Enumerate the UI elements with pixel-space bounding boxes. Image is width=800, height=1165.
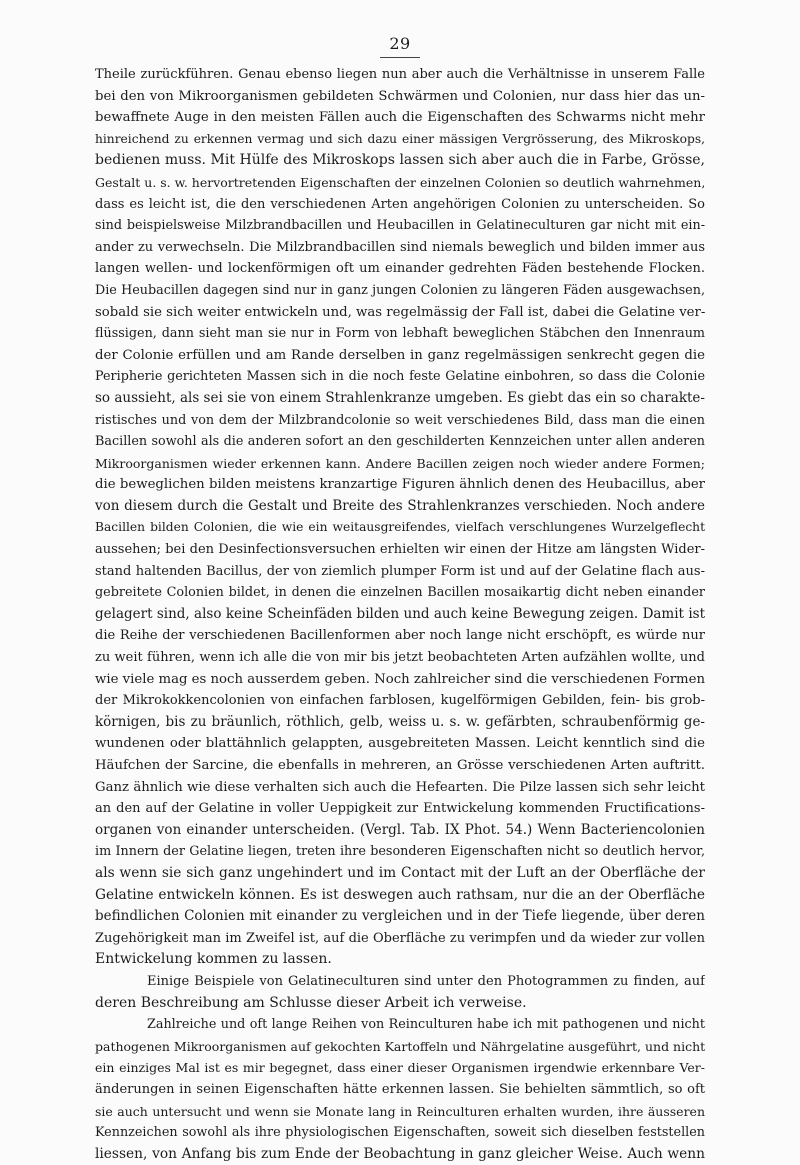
text-line: bewaffnete Auge in den meisten Fällen auch die Eigenschaften des Schwarms nicht mehr [95, 110, 705, 126]
text-line: Kennzeichen sowohl als ihre physiologischen Eigenschaften, soweit sich dieselben feststellen [95, 1125, 705, 1141]
text-line: Bacillen sowohl als die anderen sofort an den geschilderten Kennzeichen unter allen anderen [95, 434, 705, 450]
body-text [95, 64, 705, 1165]
text-line: bedienen muss. Mit Hülfe des Mikroskops lassen sich aber auch die in Farbe, Grösse, [95, 152, 705, 169]
text-line: an den auf der Gelatine in voller Ueppigkeit zur Entwickelung kommenden Fructifications- [95, 801, 705, 817]
text-line: die Reihe der verschiedenen Bacillenformen aber noch lange nicht erschöpft, es würde nur [95, 628, 705, 644]
text-line: liessen, von Anfang bis zum Ende der Beobachtung in ganz gleicher Weise. Auch wenn [95, 1145, 705, 1162]
text-line: Theile zurückführen. Genau ebenso liegen nun aber auch die Verhältnisse in unserem Falle [95, 67, 705, 82]
text-line: zu weit führen, wenn ich alle die von mir bis jetzt beobachteten Arten aufzählen wollte, und [95, 650, 705, 666]
text-line: befindlichen Colonien mit einander zu vergleichen und in der Tiefe liegende, über deren [95, 908, 705, 925]
text-line: Mikroorganismen wieder erkennen kann. Andere Bacillen zeigen noch wieder andere Formen; [95, 455, 705, 471]
text-line: Zugehörigkeit man im Zweifel ist, auf die Oberfläche zu verimpfen und da wieder zur vollen [95, 930, 705, 946]
text-line: der Colonie erfüllen und am Rande derselben in ganz regelmässigen senkrecht gegen die [95, 347, 705, 363]
text-line: stand haltenden Bacillus, der von ziemlich plumper Form ist und auf der Gelatine flach aus- [95, 563, 705, 579]
text-line: langen wellen- und lockenförmigen oft um einander gedrehten Fäden bestehende Flocken. [95, 261, 705, 277]
paragraph [95, 971, 705, 1014]
text-line: ristisches und von dem der Milzbrandcolonie so weit verschiedenes Bild, dass man die einen [95, 412, 705, 428]
text-line: pathogenen Mikroorganismen auf gekochten Kartoffeln und Nährgelatine ausgeführt, und nicht [95, 1038, 705, 1054]
text-line: sobald sie sich weiter entwickeln und, was regelmässig der Fall ist, dabei die Gelatine ver- [95, 304, 705, 320]
text-line: Entwickelung kommen zu lassen. [95, 951, 332, 968]
text-line: Einige Beispiele von Gelatineculturen sind unter den Photogrammen zu finden, auf [147, 973, 705, 989]
text-line: die beweglichen bilden meistens kranzartige Figuren ähnlich denen des Heubacillus, aber [95, 477, 705, 493]
page-number: 29 [389, 34, 411, 53]
text-line: von diesem durch die Gestalt und Breite des Strahlenkranzes verschieden. Noch andere [95, 497, 705, 514]
text-line: wundenen oder blattähnlich gelappten, ausgebreiteten Massen. Leicht kenntlich sind die [95, 736, 705, 752]
text-line: Die Heubacillen dagegen sind nur in ganz jungen Colonien zu längeren Fäden ausgewachsen, [95, 282, 705, 298]
text-line: bei den von Mikroorganismen gebildeten Schwärmen und Colonien, nur dass hier das un- [95, 88, 705, 104]
text-line: Gestalt u. s. w. hervortretenden Eigenschaften der einzelnen Colonien so deutlich wahrnehmen, [95, 174, 705, 190]
text-line: ander zu verwechseln. Die Milzbrandbacillen sind niemals beweglich und bilden immer aus [95, 239, 705, 255]
text-line: als wenn sie sich ganz ungehindert und im Contact mit der Luft an der Oberfläche der [95, 864, 705, 881]
text-line: sind beispielsweise Milzbrandbacillen und Heubacillen in Gelatineculturen gar nicht mit ein- [95, 218, 705, 234]
text-line: der Mikrokokkencolonien von einfachen farblosen, kugelförmigen Gebilden, fein- bis grob- [95, 693, 705, 709]
text-line: gelagert sind, also keine Scheinfäden bilden und auch keine Bewegung zeigen. Damit ist [95, 605, 705, 622]
text-line: wie viele mag es noch ausserdem geben. Noch zahlreicher sind die verschiedenen Formen [95, 671, 705, 687]
text-line: änderungen in seinen Eigenschaften hätte erkennen lassen. Sie behielten sämmtlich, so oft [95, 1081, 705, 1097]
paragraph [95, 64, 705, 971]
text-line: flüssigen, dann sieht man sie nur in Form von lebhaft beweglichen Stäbchen den Innenraum [95, 326, 705, 342]
text-line: aussehen; bei den Desinfectionsversuchen erhielten wir einen der Hitze am längsten Wider- [95, 542, 705, 558]
text-line: Gelatine entwickeln können. Es ist deswegen auch rathsam, nur die an der Oberfläche [95, 886, 705, 903]
text-line: organen von einander unterscheiden. (Vergl. Tab. IX Phot. 54.) Wenn Bacteriencolonien [95, 821, 705, 838]
text-line: gebreitete Colonien bildet, in denen die einzelnen Bacillen mosaikartig dicht neben einander [95, 585, 705, 601]
text-line: Ganz ähnlich wie diese verhalten sich auch die Hefearten. Die Pilze lassen sich sehr leicht [95, 779, 705, 795]
text-line: Bacillen bilden Colonien, die wie ein weitausgreifendes, vielfach verschlungenes Wurzelgeflecht [95, 520, 705, 535]
text-line: hinreichend zu erkennen vermag und sich dazu einer mässigen Vergrösserung, des Mikroskops, [95, 131, 705, 146]
text-line: dass es leicht ist, die den verschiedenen Arten angehörigen Colonien zu unterscheiden. So [95, 196, 705, 212]
paragraph [95, 1014, 705, 1165]
text-line: ein einziges Mal ist es mir begegnet, dass einer dieser Organismen irgendwie erkennbare Ver- [95, 1060, 705, 1076]
page-number-rule [380, 57, 420, 58]
text-line: körnigen, bis zu bräunlich, röthlich, gelb, weiss u. s. w. gefärbten, schraubenförmig ge- [95, 713, 705, 730]
text-line: so aussieht, als sei sie von einem Strahlenkranze umgeben. Es giebt das ein so charakte- [95, 389, 705, 406]
text-line: sie auch untersucht und wenn sie Monate lang in Reinculturen erhalten wurden, ihre äusseren [95, 1103, 705, 1119]
text-line: deren Beschreibung am Schlusse dieser Arbeit ich verweise. [95, 994, 527, 1011]
text-line: Häufchen der Sarcine, die ebenfalls in mehreren, an Grösse verschiedenen Arten auftritt. [95, 758, 705, 773]
text-line: Peripherie gerichteten Massen sich in die noch feste Gelatine einbohren, so dass die Colonie [95, 369, 705, 385]
text-line: Zahlreiche und oft lange Reihen von Reinculturen habe ich mit pathogenen und nicht [147, 1017, 705, 1033]
text-line: im Innern der Gelatine liegen, treten ihre besonderen Eigenschaften nicht so deutlich hervor, [95, 844, 705, 860]
